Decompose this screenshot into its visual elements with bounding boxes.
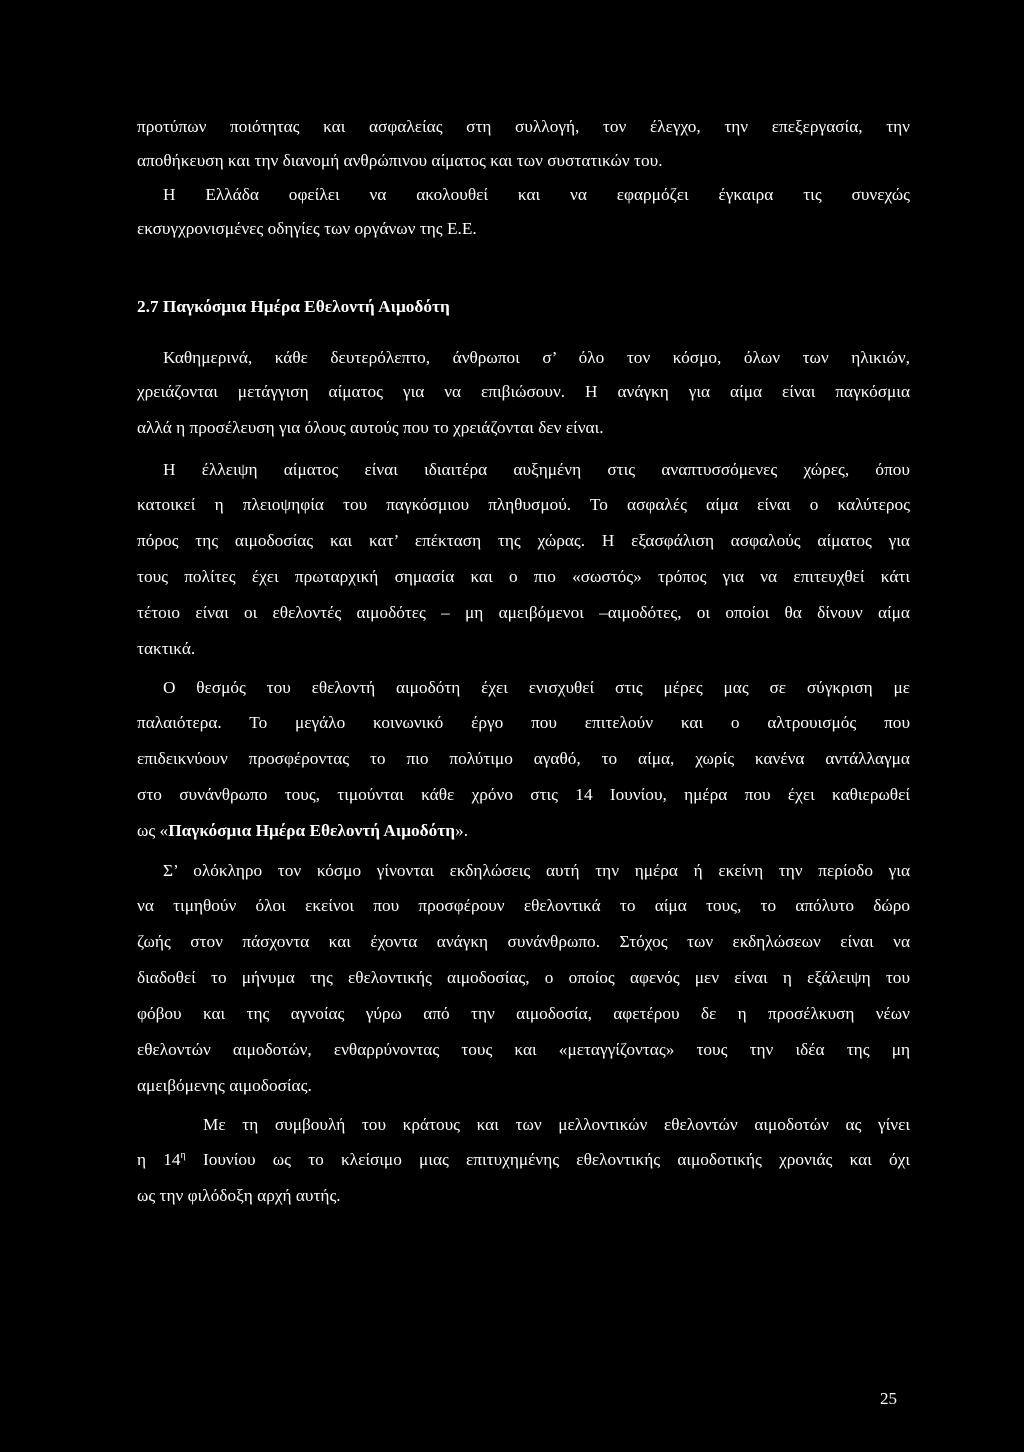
text-line: κατοικεί η πλειοψηφία του παγκόσμιου πληθυσμού. Το ασφαλές αίμα είναι ο καλύτερος [137, 495, 910, 514]
text-line: Η έλλειψη αίματος είναι ιδιαιτέρα αυξημένη στις αναπτυσσόμενες χώρες, όπου [163, 460, 910, 479]
text-line: Καθημερινά, κάθε δευτερόλεπτο, άνθρωποι σ’ όλο τον κόσμο, όλων των ηλικιών, [163, 348, 910, 367]
text-line: προτύπων ποιότητας και ασφαλείας στη συλλογή, τον έλεγχο, την επεξεργασία, την [137, 117, 910, 136]
text-line: αλλά η προσέλευση για όλους αυτούς που το χρειάζονται δεν είναι. [137, 418, 604, 437]
text-span: Ιουνίου ως το κλείσιμο μιας επιτυχημένης εθελοντικής αιμοδοτικής χρονιάς και όχι [185, 1150, 911, 1169]
section-heading: 2.7 Παγκόσμια Ημέρα Εθελοντή Αιμοδότη [137, 297, 450, 316]
text-span: η 14 [137, 1150, 181, 1169]
text-line: πόρος της αιμοδοσίας και κατ’ επέκταση της χώρας. Η εξασφάλιση ασφαλούς αίματος για [137, 531, 910, 550]
text-line: ζωής στον πάσχοντα και έχοντα ανάγκη συνάνθρωπο. Στόχος των εκδηλώσεων είναι να [137, 932, 910, 951]
text-span: ως « [137, 821, 169, 840]
text-line: Η Ελλάδα οφείλει να ακολουθεί και να εφαρμόζει έγκαιρα τις συνεχώς [163, 185, 910, 204]
text-line: να τιμηθούν όλοι εκείνοι που προσφέρουν εθελοντικά το αίμα τους, το απόλυτο δώρο [137, 896, 910, 915]
text-line: στο συνάνθρωπο τους, τιμούνται κάθε χρόνο στις 14 Ιουνίου, ημέρα που έχει καθιερωθεί [137, 785, 910, 804]
text-line: Σ’ ολόκληρο τον κόσμο γίνονται εκδηλώσεις αυτή την ημέρα ή εκείνη την περίοδο για [163, 861, 910, 880]
text-line: εκσυγχρονισμένες οδηγίες των οργάνων της Ε.Ε. [137, 219, 477, 238]
emphasis-text: Παγκόσμια Ημέρα Εθελοντή Αιμοδότη [168, 821, 456, 840]
page-number: 25 [880, 1389, 897, 1408]
text-line: εθελοντών αιμοδοτών, ενθαρρύνοντας τους και «μεταγγίζοντας» τους την ιδέα της μη [137, 1040, 910, 1059]
text-line: τακτικά. [137, 639, 196, 658]
text-line [137, 1149, 910, 1171]
text-line: αποθήκευση και την διανομή ανθρώπινου αίματος και των συστατικών του. [137, 151, 663, 170]
superscript: η [180, 1150, 186, 1161]
text-line: διαδοθεί το μήνυμα της εθελοντικής αιμοδοσίας, ο οποίος αφενός μεν είναι η εξάλειψη του [137, 968, 910, 987]
text-line: ως την φιλόδοξη αρχή αυτής. [137, 1186, 341, 1205]
text-line [137, 820, 910, 842]
text-line: χρειάζονται μετάγγιση αίματος για να επιβιώσουν. Η ανάγκη για αίμα είναι παγκόσμια [137, 382, 910, 401]
text-line: Ο θεσμός του εθελοντή αιμοδότη έχει ενισχυθεί στις μέρες μας σε σύγκριση με [163, 678, 910, 697]
text-line: φόβου και της αγνοίας γύρω από την αιμοδοσία, αφετέρου δε η προσέλκυση νέων [137, 1004, 910, 1023]
text-span: ». [455, 821, 469, 840]
text-line: επιδεικνύουν προσφέροντας το πιο πολύτιμο αγαθό, το αίμα, χωρίς κανένα αντάλλαγμα [137, 749, 910, 768]
text-line: παλαιότερα. Το μεγάλο κοινωνικό έργο που επιτελούν και ο αλτρουισμός που [137, 713, 910, 732]
text-line: αμειβόμενης αιμοδοσίας. [137, 1076, 312, 1095]
text-line: τέτοιο είναι οι εθελοντές αιμοδότες – μη αμειβόμενοι –αιμοδότες, οι οποίοι θα δίνουν αίμα [137, 603, 910, 622]
text-line: τους πολίτες έχει πρωταρχική σημασία και ο πιο «σωστός» τρόπος για να επιτευχθεί κάτι [137, 567, 910, 586]
text-line: Με τη συμβουλή του κράτους και των μελλοντικών εθελοντών αιμοδοτών ας γίνει [203, 1115, 910, 1134]
